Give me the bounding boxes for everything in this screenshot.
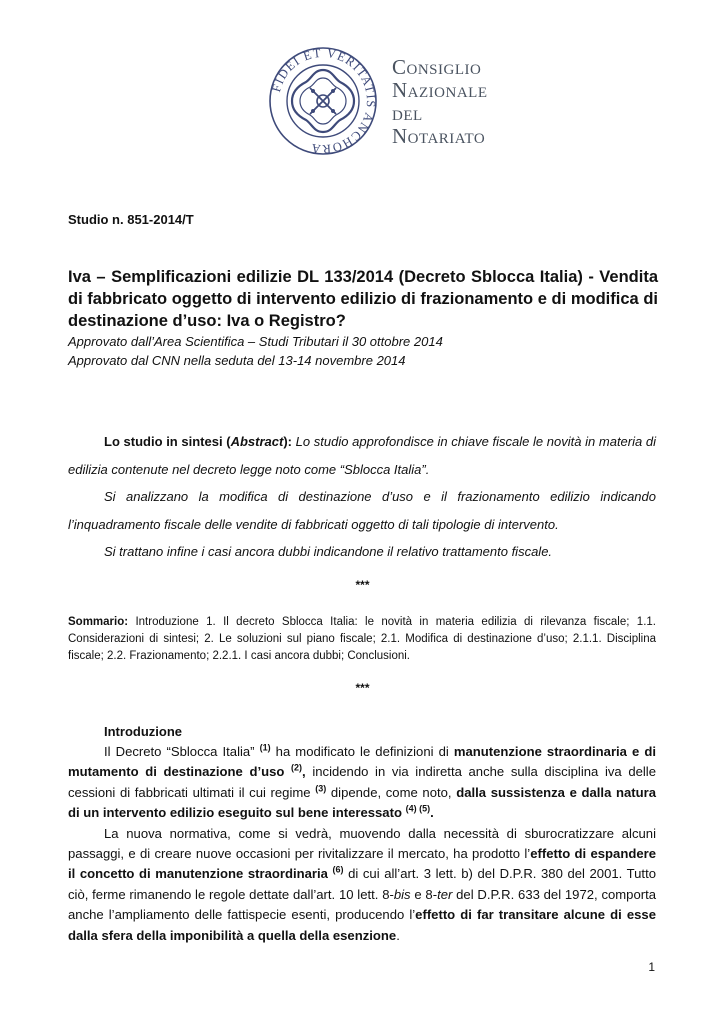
organization-name [392,56,487,148]
summary-label: Sommario: [68,616,129,628]
org-line: Notariato [392,124,486,148]
body-paragraph: La nuova normativa, come si vedrà, muovendo dalla necessità di sburocratizzare alcuni passaggi, e di creare nuove occasioni per rivitalizzare il mercato, ha prodotto l’effetto di espandere il concetto di manutenzione straordinaria $^{(6)}$ di cui all’art. 3 lett. b) del D.P.R. 380 del 2001. Tutto ciò, ferme rimanendo le regole dettate dall’art. 10 lett. 8-bis e 8-ter del D.P.R. 633 del 1972, comporta anche l’ampliamento delle fattispecie esenti, producendo l’effetto di far transitare alcune di esse dalla sfera della imponibilità a quella della esenzione. [68,825,657,943]
section-heading: Introduzione [104,724,182,739]
approval-line: Approvato dal CNN nella seduta del 13-14 novembre 2014 [68,353,406,368]
org-line: del [392,101,423,125]
abstract-label: Lo studio in sintesi (Abstract): [104,434,292,449]
footnote-ref[interactable]: (6) [332,865,344,876]
abstract-paragraph: Si analizzano la modifica di destinazione d’uso e il frazionamento edilizio indicando l’inquadramento fiscale delle vendite di fabbricati oggetto di tali tipologie di intervento. [68,489,656,532]
org-line: Nazionale [392,78,488,102]
footnote-ref[interactable]: (1) [259,742,271,753]
footnote-ref[interactable]: (4) (5) [405,803,431,814]
org-line: Consiglio [392,55,482,79]
study-number: Studio n. 851-2014/T [68,212,194,227]
approval-line: Approvato dall’Area Scientifica – Studi Tributari il 30 ottobre 2014 [68,334,443,349]
footnote-ref[interactable]: (2) [291,763,303,774]
svg-text:FIDEI ET VERITATIS ANCHORA: FIDEI ET VERITATIS ANCHORA [269,46,378,156]
abstract-paragraph [68,428,656,483]
body-paragraph: Il Decreto “Sblocca Italia” $^{(1)}$ ha modificato le definizioni di manutenzione straordinaria e di mutamento di destinazione d’uso $^{(2)}$, incidendo in via indiretta anche sulla disciplina iva delle cessioni di fabbricati ultimati il cui regime $^{(3)}$ dipende, come noto, dalla sussistenza e dalla natura di un intervento edilizio eseguito sul bene interessato $^{(4) (5)}$. [68,742,657,821]
section-separator: *** [355,681,370,695]
footnote-ref[interactable]: (3) [315,783,327,794]
approval-notes [68,332,443,370]
page-number: 1 [648,960,655,974]
document-title: Iva – Semplificazioni edilizie DL 133/2014 (Decreto Sblocca Italia) - Vendita di fabbricato oggetto di intervento edilizio di frazionamento e di modifica di destinazione d’uso: Iva o Registro? [68,268,658,330]
abstract-text: Lo studio approfondisce in chiave fiscale le novità in materia di edilizia contenute nel decreto legge noto come “Sblocca Italia”. [68,434,657,477]
summary-text: Introduzione 1. Il decreto Sblocca Italia: le novità in materia edilizia di rilevanza fiscale; 1.1. Considerazioni di sintesi; 2. Le soluzioni sul piano fiscale; 2.1. Modifica di destinazione d’uso; 2.1.1. Disciplina fiscale; 2.2. Frazionamento; 2.2.1. I casi ancora dubbi; Conclusioni. [68,616,656,662]
notariato-seal-logo [268,46,378,156]
header [268,46,528,156]
abstract-section [68,428,656,566]
section-separator: *** [355,578,370,592]
abstract-paragraph: Si trattano infine i casi ancora dubbi indicandone il relativo trattamento fiscale. [104,544,553,559]
introduction-section [68,722,656,946]
summary-section [68,614,656,665]
